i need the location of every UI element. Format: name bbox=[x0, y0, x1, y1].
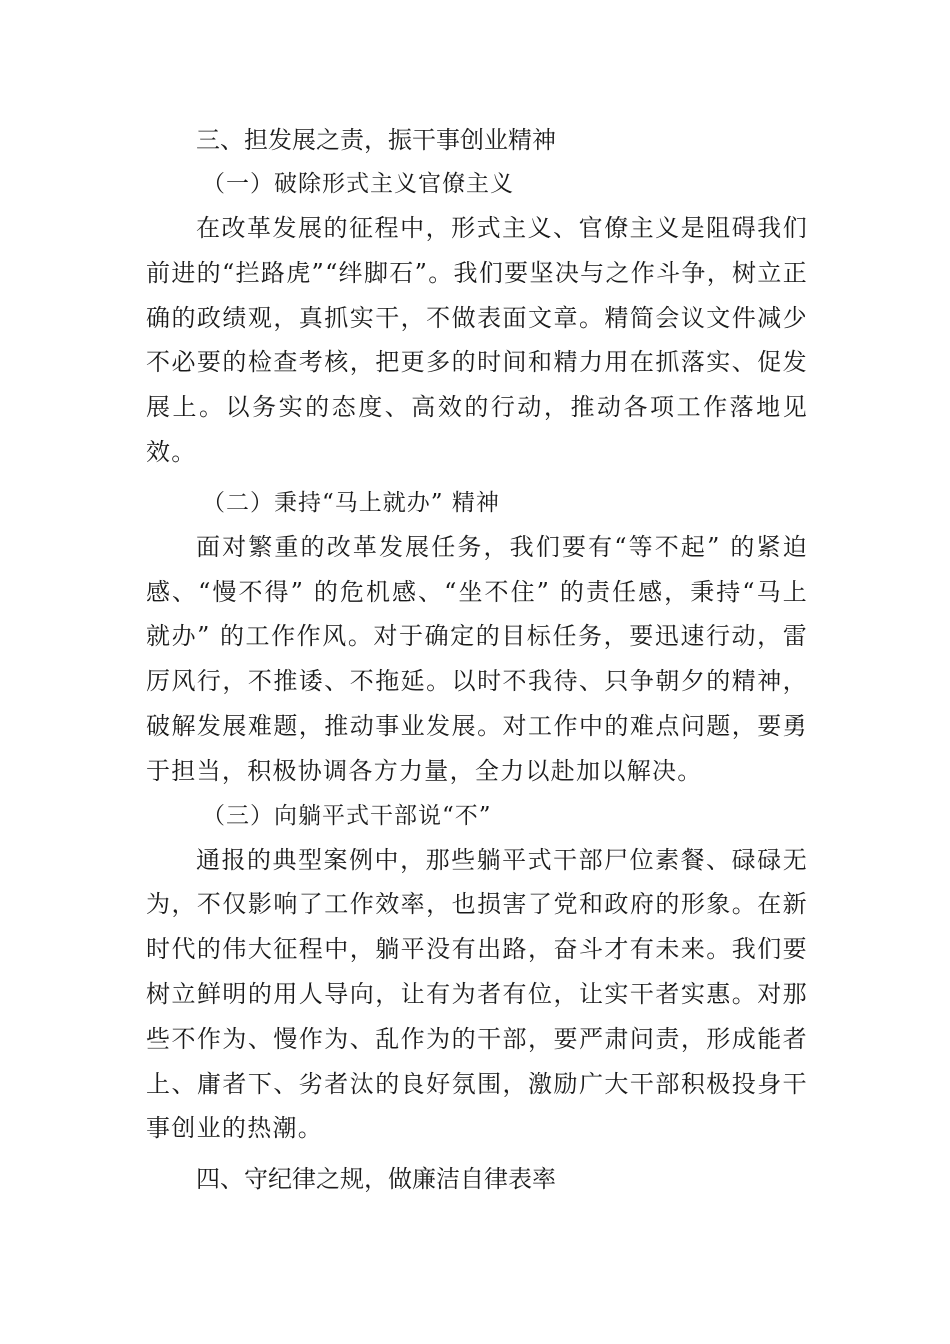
document-page bbox=[146, 118, 808, 1201]
subsection-2-heading: （二）秉持“马上就办” 精神 bbox=[202, 489, 500, 516]
subsection-1-paragraph: 在改革发展的征程中，形式主义、官僚主义是阻碍我们前进的“拦路虎”“绊脚石”。我们要坚决与之作斗争，树立正确的政绩观，真抓实干，不做表面文章。精简会议文件减少不必要的检查考核，把更多的时间和精力用在抓落实、促发展上。以务实的态度、高效的行动，推动各项工作落地见效。 bbox=[146, 214, 808, 466]
section-3-heading: 三、担发展之责，振干事创业精神 bbox=[196, 126, 556, 154]
subsection-3-paragraph: 通报的典型案例中，那些躺平式干部尸位素餐、碌碌无为，不仅影响了工作效率，也损害了党和政府的形象。在新时代的伟大征程中，躺平没有出路，奋斗才有未来。我们要树立鲜明的用人导向，让有为者有位，让实干者实惠。对那些不作为、慢作为、乱作为的干部，要严肃问责，形成能者上、庸者下、劣者汰的良好氛围，激励广大干部积极投身干事创业的热潮。 bbox=[146, 845, 808, 1143]
section-4-heading: 四、守纪律之规，做廉洁自律表率 bbox=[196, 1165, 556, 1194]
subsection-2-paragraph: 面对繁重的改革发展任务，我们要有“等不起” 的紧迫感、“慢不得” 的危机感、“坐不住” 的责任感，秉持“马上就办” 的工作作风。对于确定的目标任务，要迅速行动，雷厉风行，不推诿、不拖延。以时不我待、只争朝夕的精神，破解发展难题，推动事业发展。对工作中的难点问题，要勇于担当，积极协调各方力量，全力以赴加以解决。 bbox=[146, 532, 808, 785]
subsection-1-heading: （一）破除形式主义官僚主义 bbox=[202, 171, 514, 197]
subsection-3-heading: （三）向躺平式干部说“不” bbox=[202, 802, 492, 829]
